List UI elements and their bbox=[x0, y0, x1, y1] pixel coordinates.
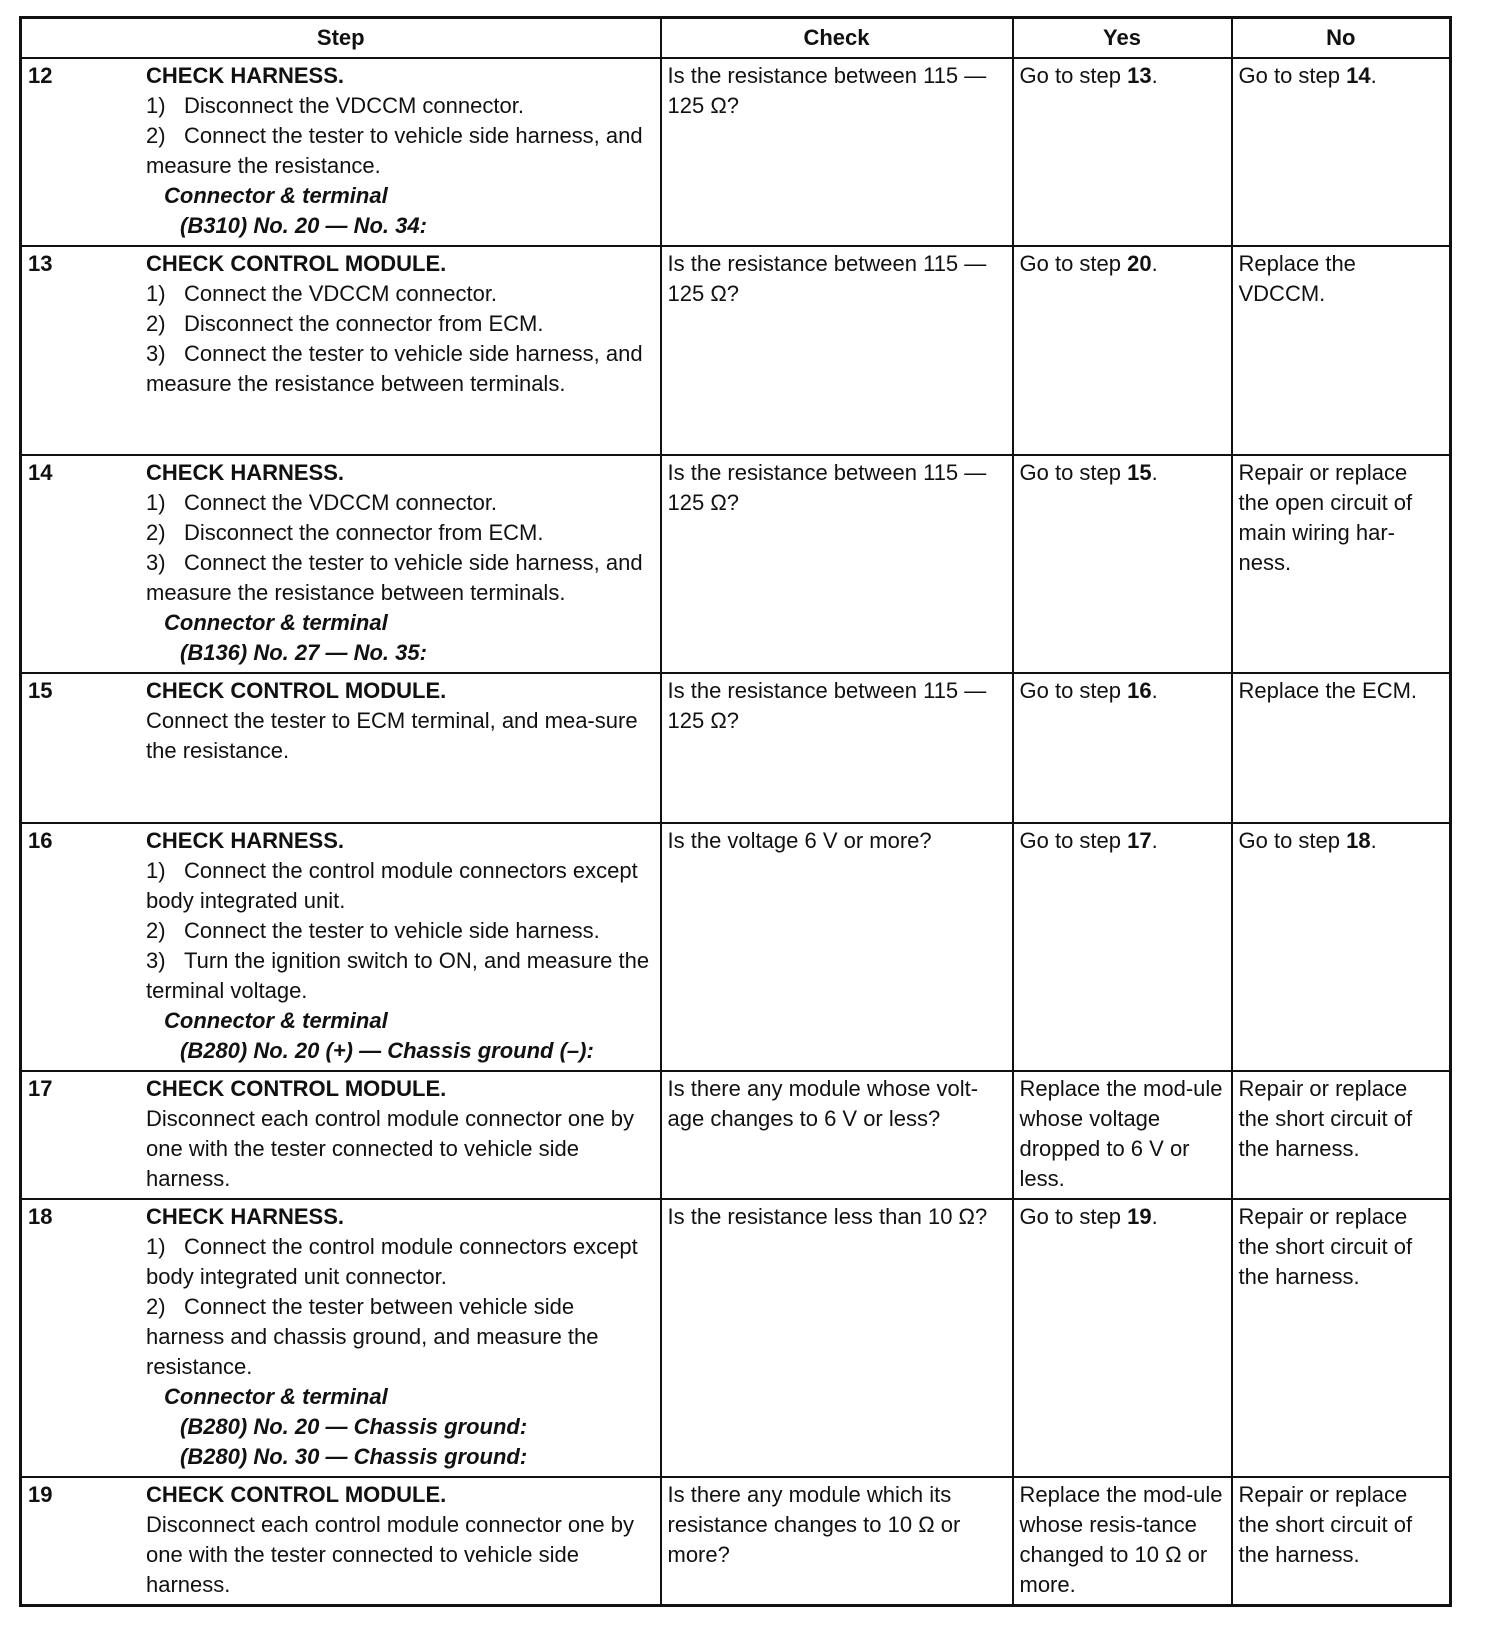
header-check: Check bbox=[661, 18, 1013, 59]
table-row bbox=[21, 1477, 1451, 1606]
yes-step-ref: 16 bbox=[1127, 678, 1152, 703]
connector-label: Connector & terminal bbox=[164, 1384, 388, 1409]
yes-prefix: Go to step bbox=[1019, 1204, 1128, 1229]
yes-prefix: Go to step bbox=[1019, 828, 1128, 853]
instruction-text: Connect the tester to vehicle side harness, and measure the resistance between terminals. bbox=[146, 550, 643, 605]
diagnostic-procedure-table bbox=[19, 16, 1452, 1607]
yes-cell bbox=[1013, 1199, 1232, 1477]
instruction-text: Disconnect the VDCCM connector. bbox=[184, 93, 524, 118]
check-cell: Is the resistance between 115 — 125 Ω? bbox=[661, 58, 1013, 246]
yes-step-ref: 19 bbox=[1127, 1204, 1152, 1229]
step-cell bbox=[21, 58, 661, 246]
yes-cell bbox=[1013, 823, 1232, 1071]
yes-cell: Replace the mod-ule whose resis-tance changed to 10 Ω or more. bbox=[1013, 1477, 1232, 1606]
step-content bbox=[28, 458, 654, 668]
instruction-text: Disconnect the connector from ECM. bbox=[184, 520, 544, 545]
yes-suffix: . bbox=[1151, 678, 1158, 703]
instruction-text: Connect the tester between vehicle side harness and chassis ground, and measure the resistance. bbox=[146, 1294, 599, 1379]
step-number: 19 bbox=[28, 1482, 53, 1507]
table-row bbox=[21, 673, 1451, 823]
connector-label: Connector & terminal bbox=[164, 610, 388, 635]
instruction-number: 1) bbox=[146, 93, 166, 118]
step-number: 17 bbox=[28, 1076, 53, 1101]
step-cell bbox=[21, 1477, 661, 1606]
instruction-text: Connect the tester to vehicle side harness, and measure the resistance. bbox=[146, 123, 643, 178]
step-body bbox=[146, 1074, 654, 1194]
step-instruction bbox=[146, 121, 654, 181]
no-cell: Replace the VDCCM. bbox=[1232, 246, 1451, 455]
check-cell: Is the voltage 6 V or more? bbox=[661, 823, 1013, 1071]
instruction-number: 3) bbox=[146, 948, 166, 973]
step-instruction bbox=[146, 91, 654, 121]
instruction-number: 2) bbox=[146, 918, 166, 943]
step-instruction bbox=[146, 279, 654, 309]
no-step-ref: 18 bbox=[1346, 828, 1371, 853]
yes-step-ref: 20 bbox=[1127, 251, 1152, 276]
header-yes: Yes bbox=[1013, 18, 1232, 59]
step-cell bbox=[21, 455, 661, 673]
no-cell: Repair or replace the open circuit of main wiring har-ness. bbox=[1232, 455, 1451, 673]
instruction-text: Connect the VDCCM connector. bbox=[184, 490, 498, 515]
step-instruction: Connect the tester to ECM terminal, and mea-sure the resistance. bbox=[146, 708, 638, 763]
instruction-text: Connect the VDCCM connector. bbox=[184, 281, 498, 306]
no-cell: Repair or replace the short circuit of the harness. bbox=[1232, 1071, 1451, 1199]
step-instruction bbox=[146, 339, 654, 399]
yes-suffix: . bbox=[1151, 251, 1158, 276]
step-cell bbox=[21, 823, 661, 1071]
step-title: CHECK CONTROL MODULE. bbox=[146, 251, 447, 276]
check-cell: Is the resistance between 115 — 125 Ω? bbox=[661, 673, 1013, 823]
instruction-number: 2) bbox=[146, 520, 166, 545]
step-content bbox=[28, 61, 654, 241]
step-instruction bbox=[146, 488, 654, 518]
header-step: Step bbox=[21, 18, 661, 59]
no-cell: Replace the ECM. bbox=[1232, 673, 1451, 823]
yes-cell bbox=[1013, 673, 1232, 823]
yes-cell: Replace the mod-ule whose voltage dropped to 6 V or less. bbox=[1013, 1071, 1232, 1199]
step-title: CHECK CONTROL MODULE. bbox=[146, 1076, 447, 1101]
table-row bbox=[21, 1071, 1451, 1199]
yes-suffix: . bbox=[1151, 828, 1158, 853]
step-title: CHECK HARNESS. bbox=[146, 1204, 345, 1229]
instruction-text: Connect the control module connectors except body integrated unit. bbox=[146, 858, 638, 913]
instruction-number: 2) bbox=[146, 1294, 166, 1319]
step-number: 18 bbox=[28, 1204, 53, 1229]
step-instruction bbox=[146, 518, 654, 548]
step-number: 16 bbox=[28, 828, 53, 853]
connector-terminal: (B280) No. 20 — Chassis ground: bbox=[180, 1414, 528, 1439]
instruction-number: 1) bbox=[146, 858, 166, 883]
step-content bbox=[28, 826, 654, 1066]
step-content bbox=[28, 676, 654, 766]
no-cell bbox=[1232, 823, 1451, 1071]
step-title: CHECK HARNESS. bbox=[146, 63, 345, 88]
yes-cell bbox=[1013, 58, 1232, 246]
step-cell bbox=[21, 1071, 661, 1199]
step-cell bbox=[21, 246, 661, 455]
no-suffix: . bbox=[1370, 63, 1377, 88]
instruction-number: 1) bbox=[146, 281, 166, 306]
table-row bbox=[21, 823, 1451, 1071]
instruction-number: 2) bbox=[146, 123, 166, 148]
step-number: 15 bbox=[28, 678, 53, 703]
step-instruction bbox=[146, 856, 654, 916]
instruction-text: Disconnect the connector from ECM. bbox=[184, 311, 544, 336]
connector-label: Connector & terminal bbox=[164, 183, 388, 208]
procedure-table-wrapper bbox=[19, 16, 1449, 1607]
no-cell: Repair or replace the short circuit of the harness. bbox=[1232, 1477, 1451, 1606]
yes-step-ref: 13 bbox=[1127, 63, 1152, 88]
no-cell bbox=[1232, 58, 1451, 246]
step-instruction bbox=[146, 916, 654, 946]
step-title: CHECK CONTROL MODULE. bbox=[146, 1482, 447, 1507]
step-body bbox=[146, 1480, 654, 1600]
table-row bbox=[21, 58, 1451, 246]
check-cell: Is there any module whose volt-age changes to 6 V or less? bbox=[661, 1071, 1013, 1199]
step-content bbox=[28, 1202, 654, 1472]
step-cell bbox=[21, 673, 661, 823]
step-instruction bbox=[146, 1292, 654, 1382]
yes-prefix: Go to step bbox=[1019, 460, 1128, 485]
step-instruction bbox=[146, 548, 654, 608]
yes-cell bbox=[1013, 246, 1232, 455]
step-instruction: Disconnect each control module connector one by one with the tester connected to vehicle side harness. bbox=[146, 1512, 634, 1597]
step-instruction: Disconnect each control module connector one by one with the tester connected to vehicle side harness. bbox=[146, 1106, 634, 1191]
yes-suffix: . bbox=[1151, 1204, 1158, 1229]
table-row bbox=[21, 455, 1451, 673]
no-step-ref: 14 bbox=[1346, 63, 1371, 88]
connector-terminal: (B310) No. 20 — No. 34: bbox=[180, 213, 427, 238]
yes-step-ref: 15 bbox=[1127, 460, 1152, 485]
instruction-number: 2) bbox=[146, 311, 166, 336]
connector-terminal: (B280) No. 30 — Chassis ground: bbox=[180, 1444, 528, 1469]
check-cell: Is the resistance less than 10 Ω? bbox=[661, 1199, 1013, 1477]
step-content bbox=[28, 1480, 654, 1600]
step-content bbox=[28, 249, 654, 399]
no-cell: Repair or replace the short circuit of the harness. bbox=[1232, 1199, 1451, 1477]
connector-label: Connector & terminal bbox=[164, 1008, 388, 1033]
step-title: CHECK CONTROL MODULE. bbox=[146, 678, 447, 703]
connector-terminal: (B280) No. 20 (+) — Chassis ground (–): bbox=[180, 1038, 594, 1063]
header-row bbox=[21, 18, 1451, 59]
step-title: CHECK HARNESS. bbox=[146, 828, 345, 853]
step-title: CHECK HARNESS. bbox=[146, 460, 345, 485]
step-number: 13 bbox=[28, 251, 53, 276]
step-body bbox=[146, 458, 654, 668]
table-row bbox=[21, 1199, 1451, 1477]
yes-prefix: Go to step bbox=[1019, 63, 1128, 88]
connector-terminal: (B136) No. 27 — No. 35: bbox=[180, 640, 427, 665]
step-instruction bbox=[146, 946, 654, 1006]
check-cell: Is the resistance between 115 — 125 Ω? bbox=[661, 455, 1013, 673]
yes-suffix: . bbox=[1151, 460, 1158, 485]
step-body bbox=[146, 249, 654, 399]
step-content bbox=[28, 1074, 654, 1194]
instruction-number: 1) bbox=[146, 1234, 166, 1259]
step-body bbox=[146, 826, 654, 1066]
instruction-number: 3) bbox=[146, 341, 166, 366]
no-suffix: . bbox=[1370, 828, 1377, 853]
table-row bbox=[21, 246, 1451, 455]
no-prefix: Go to step bbox=[1238, 63, 1347, 88]
instruction-text: Turn the ignition switch to ON, and measure the terminal voltage. bbox=[146, 948, 650, 1003]
yes-suffix: . bbox=[1151, 63, 1158, 88]
step-instruction bbox=[146, 1232, 654, 1292]
yes-cell bbox=[1013, 455, 1232, 673]
instruction-text: Connect the control module connectors except body integrated unit connector. bbox=[146, 1234, 638, 1289]
yes-prefix: Go to step bbox=[1019, 678, 1128, 703]
check-cell: Is the resistance between 115 — 125 Ω? bbox=[661, 246, 1013, 455]
step-body bbox=[146, 1202, 654, 1472]
step-number: 12 bbox=[28, 63, 53, 88]
no-prefix: Go to step bbox=[1238, 828, 1347, 853]
yes-step-ref: 17 bbox=[1127, 828, 1152, 853]
step-body bbox=[146, 676, 654, 766]
step-number: 14 bbox=[28, 460, 53, 485]
instruction-text: Connect the tester to vehicle side harness. bbox=[184, 918, 600, 943]
instruction-number: 1) bbox=[146, 490, 166, 515]
step-cell bbox=[21, 1199, 661, 1477]
check-cell: Is there any module which its resistance changes to 10 Ω or more? bbox=[661, 1477, 1013, 1606]
instruction-text: Connect the tester to vehicle side harness, and measure the resistance between terminals. bbox=[146, 341, 643, 396]
header-no: No bbox=[1232, 18, 1451, 59]
step-instruction bbox=[146, 309, 654, 339]
step-body bbox=[146, 61, 654, 241]
instruction-number: 3) bbox=[146, 550, 166, 575]
yes-prefix: Go to step bbox=[1019, 251, 1128, 276]
